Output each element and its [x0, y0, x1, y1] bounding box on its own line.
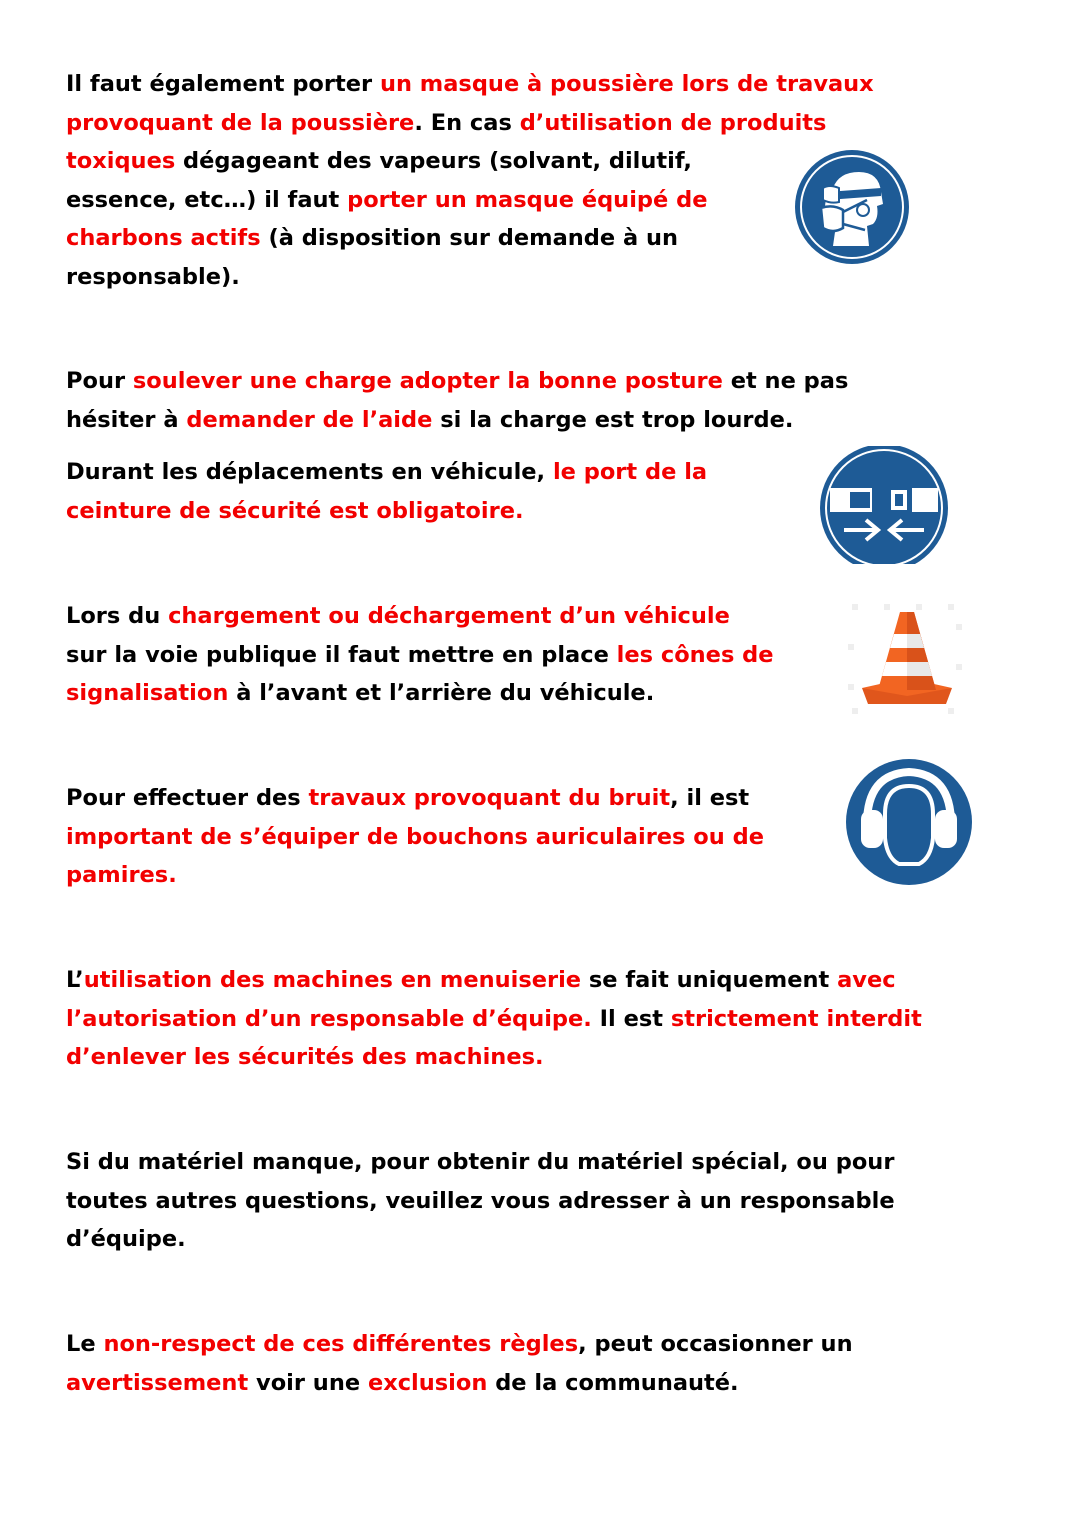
highlighted-text: charbons actifs	[66, 225, 261, 251]
body-text: , il est	[670, 785, 750, 811]
highlighted-text: d’utilisation de produits	[519, 109, 827, 136]
text-line	[66, 65, 874, 104]
text-line	[66, 1182, 895, 1221]
highlighted-text: important de s’équiper de bouchons auriculaires ou de	[66, 823, 764, 850]
paragraph-sanctions	[66, 1325, 853, 1402]
body-text: hésiter à	[66, 406, 187, 433]
body-text: Il est	[591, 1005, 671, 1032]
text-line	[66, 258, 874, 297]
mask-sign-icon	[793, 148, 911, 266]
highlighted-text: provoquant de la poussière	[66, 109, 415, 136]
highlighted-text: porter un masque équipé de	[347, 186, 708, 213]
paragraph-lifting	[66, 362, 848, 439]
text-line	[66, 401, 848, 440]
body-text: et ne pas	[722, 368, 849, 394]
text-line	[66, 1143, 895, 1182]
body-text: Durant les déplacements en véhicule,	[66, 459, 553, 485]
body-text: Pour	[66, 368, 133, 394]
text-line	[66, 597, 774, 636]
highlighted-text: l’autorisation d’un responsable d’équipe.	[66, 1005, 592, 1032]
body-text: dégageant des vapeurs (solvant, dilutif,	[175, 148, 692, 174]
text-line	[66, 492, 707, 531]
ear-protection-sign-icon	[845, 758, 973, 886]
traffic-cone-icon	[848, 604, 966, 718]
body-text: de la communauté.	[487, 1369, 739, 1396]
paragraph-cones	[66, 597, 774, 713]
highlighted-text: chargement ou déchargement d’un véhicule	[168, 603, 730, 629]
highlighted-text: ceinture de sécurité est obligatoire.	[66, 497, 524, 524]
highlighted-text: exclusion	[367, 1369, 488, 1396]
body-text: d’équipe.	[66, 1226, 186, 1252]
highlighted-text: avec	[837, 967, 896, 993]
highlighted-text: soulever une charge adopter la bonne posture	[132, 368, 723, 394]
paragraph-seatbelt	[66, 453, 707, 530]
body-text: , peut occasionner un	[578, 1331, 853, 1357]
text-line	[66, 1220, 895, 1259]
highlighted-text: un masque à poussière lors de travaux	[379, 71, 874, 97]
highlighted-text: les cônes de	[616, 641, 774, 668]
text-line	[66, 453, 707, 492]
text-line	[66, 961, 922, 1000]
body-text: Le	[66, 1331, 104, 1357]
highlighted-text: le port de la	[552, 459, 708, 485]
highlighted-text: utilisation des machines en menuiserie	[83, 967, 582, 993]
highlighted-text: toxiques	[66, 148, 176, 174]
body-text: Il faut également porter	[66, 71, 380, 97]
body-text: voir une	[248, 1369, 368, 1396]
text-line	[66, 142, 874, 181]
body-text: Pour effectuer des	[66, 785, 309, 811]
highlighted-text: demander de l’aide	[186, 406, 433, 433]
paragraph-masks	[66, 65, 874, 296]
text-line	[66, 104, 874, 143]
highlighted-text: non-respect de ces différentes règles	[103, 1331, 579, 1357]
body-text: sur la voie publique il faut mettre en place	[66, 641, 617, 668]
text-line	[66, 818, 764, 857]
body-text: . En cas	[414, 109, 520, 136]
body-text: responsable).	[66, 263, 240, 290]
paragraph-material	[66, 1143, 895, 1259]
text-line	[66, 856, 764, 895]
text-line	[66, 1000, 922, 1039]
text-line	[66, 181, 874, 220]
highlighted-text: strictement interdit	[670, 1005, 922, 1032]
text-line	[66, 1325, 853, 1364]
body-text: à l’avant et l’arrière du véhicule.	[228, 680, 655, 706]
highlighted-text: avertissement	[66, 1369, 249, 1396]
text-line	[66, 362, 848, 401]
highlighted-text: d’enlever les sécurités des machines.	[66, 1044, 544, 1070]
text-line	[66, 219, 874, 258]
text-line	[66, 636, 774, 675]
body-text: toutes autres questions, veuillez vous adresser à un responsable	[66, 1187, 895, 1214]
body-text: L’	[66, 967, 84, 993]
text-line	[66, 674, 774, 713]
body-text: Si du matériel manque, pour obtenir du matériel spécial, ou pour	[66, 1149, 895, 1175]
paragraph-noise	[66, 779, 764, 895]
highlighted-text: pamires.	[66, 862, 177, 888]
paragraph-machines	[66, 961, 922, 1077]
body-text: se fait uniquement	[581, 967, 838, 993]
text-line	[66, 779, 764, 818]
body-text: (à disposition sur demande à un	[260, 225, 679, 251]
text-line	[66, 1038, 922, 1077]
highlighted-text: travaux provoquant du bruit	[308, 785, 671, 811]
highlighted-text: signalisation	[66, 680, 229, 706]
body-text: essence, etc…) il faut	[66, 186, 348, 213]
body-text: Lors du	[66, 603, 169, 629]
seatbelt-sign-icon	[820, 446, 948, 564]
text-line	[66, 1364, 853, 1403]
body-text: si la charge est trop lourde.	[432, 406, 794, 433]
